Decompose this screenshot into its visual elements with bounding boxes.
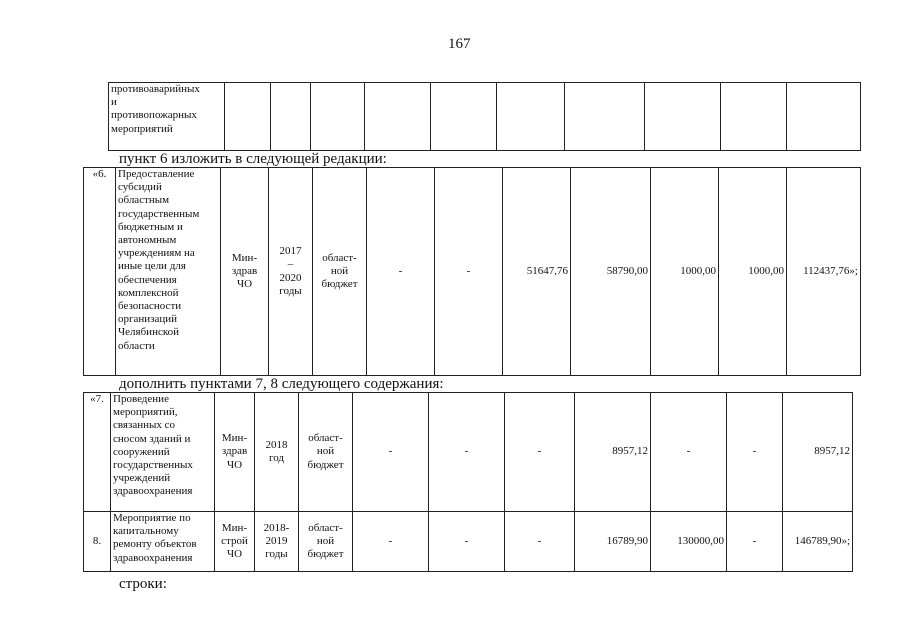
value-cell: - <box>727 512 783 572</box>
empty-cell <box>565 83 645 151</box>
value-cell: - <box>505 512 575 572</box>
value-cell: - <box>367 168 435 376</box>
period-cell: 2018- 2019 годы <box>255 512 299 572</box>
funding-source-cell: област- ной бюджет <box>299 393 353 512</box>
value-cell: - <box>727 393 783 512</box>
empty-cell <box>365 83 431 151</box>
value-cell: - <box>429 393 505 512</box>
total-cell: 112437,76»; <box>787 168 861 376</box>
empty-cell <box>225 83 271 151</box>
value-cell: - <box>353 512 429 572</box>
item-number: 8. <box>84 512 111 572</box>
item-6-table <box>83 167 861 376</box>
measure-name-cell: Мероприятие по капитальному ремонту объектов здравоохранения <box>111 512 215 572</box>
value-cell: 8957,12 <box>575 393 651 512</box>
empty-cell <box>787 83 861 151</box>
value-cell: 1000,00 <box>651 168 719 376</box>
responsible-org-cell: Мин- здрав ЧО <box>221 168 269 376</box>
value-cell: - <box>505 393 575 512</box>
measure-name-cell: противоаварийных и противопожарных мероприятий <box>109 83 225 151</box>
empty-cell <box>311 83 365 151</box>
empty-cell <box>497 83 565 151</box>
period-cell: 2017 – 2020 годы <box>269 168 313 376</box>
continuation-table <box>108 82 861 151</box>
funding-source-cell: област- ной бюджет <box>313 168 367 376</box>
table-row <box>84 512 853 572</box>
items-7-8-table <box>83 392 853 572</box>
value-cell: - <box>429 512 505 572</box>
total-cell: 8957,12 <box>783 393 853 512</box>
instruction-text: строки: <box>119 576 167 592</box>
page-number: 167 <box>448 36 471 52</box>
table-row <box>109 83 861 151</box>
period-cell: 2018 год <box>255 393 299 512</box>
instruction-text: дополнить пунктами 7, 8 следующего содержания: <box>119 376 444 392</box>
value-cell: 58790,00 <box>571 168 651 376</box>
empty-cell <box>721 83 787 151</box>
item-number: «6. <box>84 168 116 376</box>
value-cell: - <box>435 168 503 376</box>
measure-name-cell: Проведение мероприятий, связанных со сносом зданий и сооружений государственных учреждений здравоохранения <box>111 393 215 512</box>
empty-cell <box>271 83 311 151</box>
responsible-org-cell: Мин- строй ЧО <box>215 512 255 572</box>
value-cell: - <box>651 393 727 512</box>
value-cell: 1000,00 <box>719 168 787 376</box>
value-cell: 51647,76 <box>503 168 571 376</box>
value-cell: 130000,00 <box>651 512 727 572</box>
responsible-org-cell: Мин- здрав ЧО <box>215 393 255 512</box>
total-cell: 146789,90»; <box>783 512 853 572</box>
instruction-text: пункт 6 изложить в следующей редакции: <box>119 151 387 167</box>
empty-cell <box>645 83 721 151</box>
table-row <box>84 393 853 512</box>
funding-source-cell: област- ной бюджет <box>299 512 353 572</box>
value-cell: 16789,90 <box>575 512 651 572</box>
value-cell: - <box>353 393 429 512</box>
empty-cell <box>431 83 497 151</box>
measure-name-cell: Предоставление субсидий областным государственным бюджетным и автономным учреждениям на иные цели для обеспечения комплексной безопасности организаций Челябинской области <box>116 168 221 376</box>
table-row <box>84 168 861 376</box>
item-number: «7. <box>84 393 111 512</box>
